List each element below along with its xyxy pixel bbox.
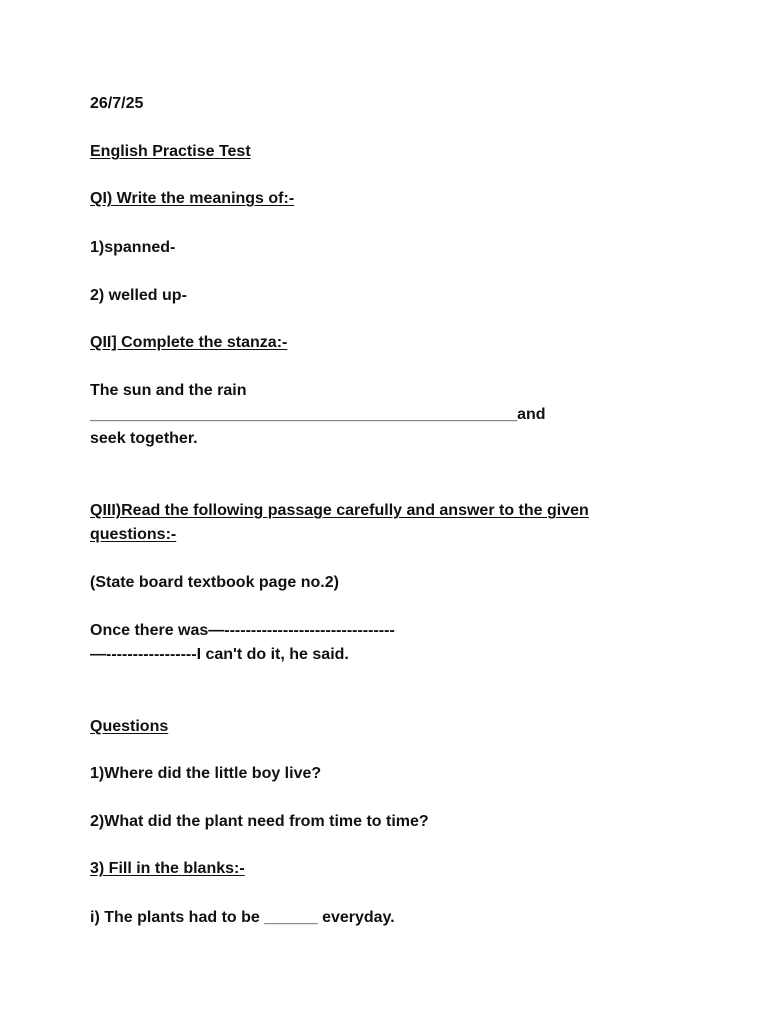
q1-item-1: 1)spanned- (90, 239, 176, 256)
passage-line-1: Once there was—-------------------------------- (90, 622, 395, 639)
passage-line-2: —-----------------I can't do it, he said. (90, 646, 349, 663)
date: 26/7/25 (90, 95, 144, 112)
stanza-line-3: seek together. (90, 430, 198, 447)
fill-blanks-heading: 3) Fill in the blanks:- (90, 860, 245, 877)
q1-item-2: 2) welled up- (90, 287, 187, 304)
question-1: 1)Where did the little boy live? (90, 765, 322, 782)
stanza-line-2-end: and (517, 406, 546, 423)
q3-heading-line-1: QIII)Read the following passage carefully and answer to the given (90, 502, 589, 519)
fill-blank-item-1: i) The plants had to be ______ everyday. (90, 909, 395, 926)
stanza-line-2 (90, 403, 546, 427)
passage-source: (State board textbook page no.2) (90, 574, 339, 591)
q1-heading: QI) Write the meanings of:- (90, 190, 295, 207)
q3-heading-line-2: questions:- (90, 526, 177, 543)
page-title: English Practise Test (90, 143, 251, 160)
stanza-blank: ________________________________________________ (90, 406, 518, 423)
q2-heading: QII] Complete the stanza:- (90, 334, 288, 351)
questions-heading: Questions (90, 718, 169, 735)
stanza-line-1: The sun and the rain (90, 382, 247, 399)
question-2: 2)What did the plant need from time to time? (90, 813, 429, 830)
